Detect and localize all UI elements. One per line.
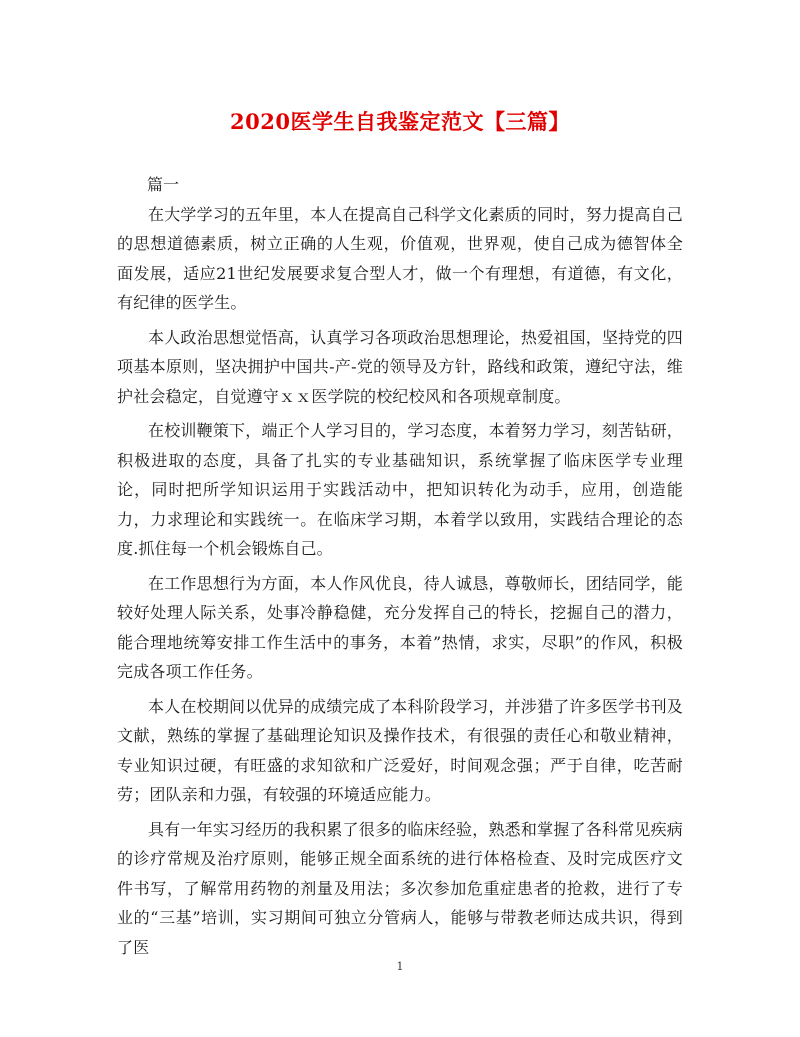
- paragraph-6: 具有一年实习经历的我积累了很多的临床经验，熟悉和掌握了各科常见疾病的诊疗常规及治疗原则，能够正规全面系统的进行体格检查、及时完成医疗文件书写，了解常用药物的剂量及用法；多次参加危重症患者的抢救，进行了专业的“三基”培训，实习期间可独立分管病人，能够与带教老师达成共识，得到了医: [117, 819, 683, 957]
- document-body: [117, 170, 683, 967]
- section-label: 篇一: [147, 175, 180, 194]
- document-title: 2020医学生自我鉴定范文【三篇】: [230, 109, 570, 134]
- paragraph-4: 在工作思想行为方面，本人作风优良，待人诚恳，尊敬师长，团结同学，能较好处理人际关系，处事冷静稳健，充分发挥自己的特长，挖掘自己的潜力，能合理地统筹安排工作生活中的事务，本着”热情，求实，尽职”的作风，积极完成各项工作任务。: [117, 573, 683, 681]
- page-number: 1: [396, 960, 404, 973]
- paragraph-2: 本人政治思想觉悟高，认真学习各项政治思想理论，热爱祖国，坚持党的四项基本原则，坚决拥护中国共-产-党的领导及方针，路线和政策，遵纪守法，维护社会稳定，自觉遵守ｘｘ医学院的校纪校风和各项规章制度。: [117, 327, 683, 406]
- paragraph-5: 本人在校期间以优异的成绩完成了本科阶段学习，并涉猎了许多医学书刊及文献，熟练的掌握了基础理论知识及操作技术，有很强的责任心和敬业精神，专业知识过硬，有旺盛的求知欲和广泛爱好，时间观念强；严于自律，吃苦耐劳；团队亲和力强，有较强的环境适应能力。: [117, 696, 683, 804]
- paragraph-3: 在校训鞭策下，端正个人学习目的，学习态度，本着努力学习，刻苦钻研，积极进取的态度，具备了扎实的专业基础知识，系统掌握了临床医学专业理论，同时把所学知识运用于实践活动中，把知识转化为动手，应用，创造能力，力求理论和实践统一。在临床学习期，本着学以致用，实践结合理论的态度.抓住每一个机会锻炼自己。: [117, 421, 683, 558]
- paragraph-1: 在大学学习的五年里，本人在提高自己科学文化素质的同时，努力提高自己的思想道德素质，树立正确的人生观，价值观，世界观，使自己成为德智体全面发展，适应21世纪发展要求复合型人才，做一个有理想，有道德，有文化，有纪律的医学生。: [117, 204, 683, 312]
